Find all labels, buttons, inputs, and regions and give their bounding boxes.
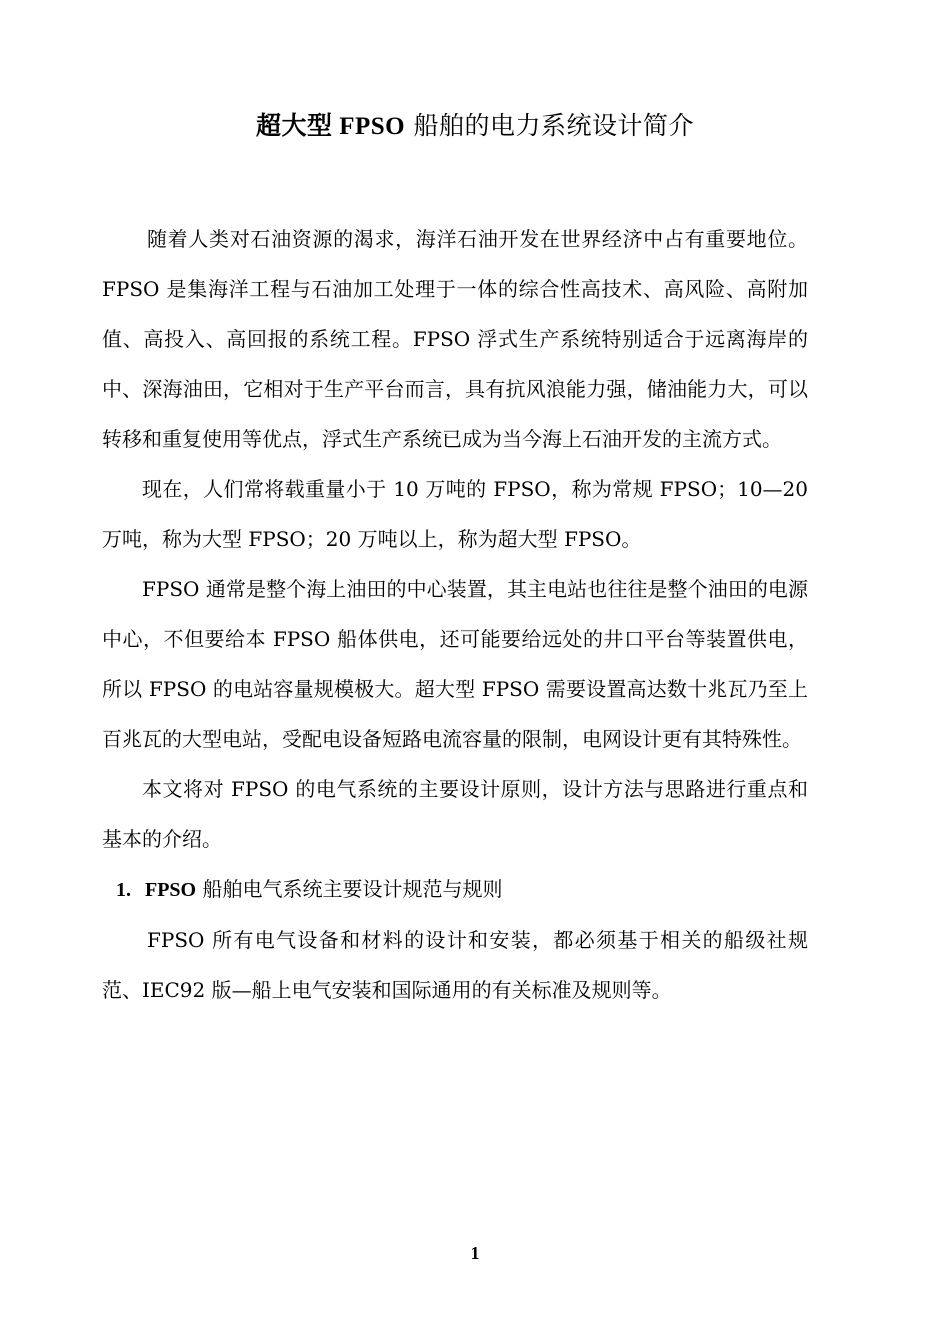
paragraph-power-center: FPSO 通常是整个海上油田的中心装置，其主电站也往往是整个油田的电源中心，不但要给本 FPSO 船体供电，还可能要给远处的井口平台等装置供电，所以 FPSO 的电站容量规模极大。超大型 FPSO 需要设置高达数十兆瓦乃至上百兆瓦的大型电站，受配电设备短路电流容量的限制，电网设计更有其特殊性。: [102, 577, 808, 751]
document-body: [102, 214, 808, 1015]
section-heading-text: 船舶电气系统主要设计规范与规则: [196, 877, 503, 901]
paragraph-standards: FPSO 所有电气设备和材料的设计和安装，都必须基于相关的船级社规范、IEC92 版—船上电气安装和国际通用的有关标准及规则等。: [102, 928, 808, 1002]
section-number: 1.: [116, 879, 131, 901]
section-heading-bold: FPSO: [145, 879, 197, 901]
document-title-rest: 船舶的电力系统设计简介: [405, 111, 695, 140]
document-title-bold: 超大型 FPSO: [255, 113, 406, 140]
paragraph-intro: 随着人类对石油资源的渴求，海洋石油开发在世界经济中占有重要地位。FPSO 是集海洋工程与石油加工处理于一体的综合性高技术、高风险、高附加值、高投入、高回报的系统工程。FPSO 浮式生产系统特别适合于远离海岸的中、深海油田，它相对于生产平台而言，具有抗风浪能力强，储油能力大，可以转移和重复使用等优点，浮式生产系统已成为当今海上石油开发的主流方式。: [102, 227, 808, 451]
paragraph-scope: 本文将对 FPSO 的电气系统的主要设计原则，设计方法与思路进行重点和基本的介绍。: [102, 777, 808, 851]
document-title: [0, 106, 950, 147]
page-number: 1: [470, 1243, 480, 1263]
paragraph-classification: 现在，人们常将载重量小于 10 万吨的 FPSO，称为常规 FPSO；10—20 万吨，称为大型 FPSO；20 万吨以上，称为超大型 FPSO。: [102, 477, 808, 551]
section-heading-1: [102, 864, 808, 915]
